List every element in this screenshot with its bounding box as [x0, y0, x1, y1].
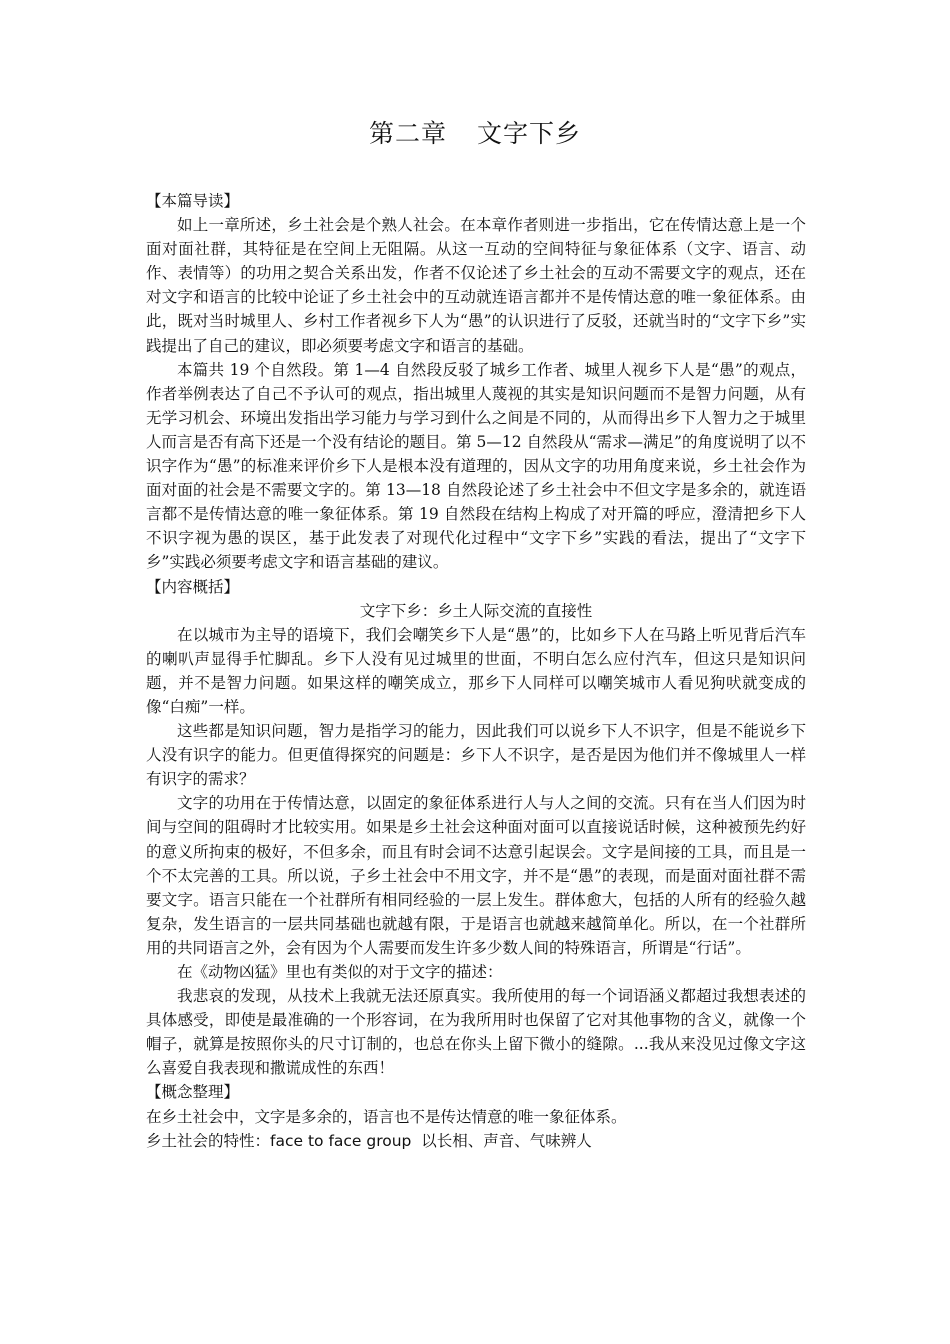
chapter-number: 第二章 [368, 119, 447, 148]
concept-heading: 【概念整理】 [146, 1083, 240, 1102]
document-body [146, 189, 806, 1153]
guide-paragraph-2: 本篇共 19 个自然段。第 1—4 自然段反驳了城乡工作者、城里人视乡下人是“愚”的观点，作者举例表达了自己不予认可的观点，指出城里人蔑视的其实是知识问题而不是智力问题，从有无学习机会、环境出发指出学习能力与学习到什么之间是不同的，从而得出乡下人智力之于城里人而言是否有高下还是一个没有结论的题目。第 5—12 自然段从“需求—满足”的角度说明了以不识字作为“愚”的标准来评价乡下人是根本没有道理的，因从文字的功用角度来说，乡土社会作为面对面的社会是不需要文字的。第 13—18 自然段论述了乡土社会中不但文字是多余的，就连语言都不是传情达意的唯一象征体系。第 19 自然段在结构上构成了对开篇的呼应，澄清把乡下人不识字视为愚的误区，基于此发表了对现代化过程中“文字下乡”实践的看法，提出了“文字下乡”实践必须要考虑文字和语言基础的建议。 [146, 360, 806, 572]
concept-paragraph-1: 在乡土社会中，文字是多余的，语言也不是传达情意的唯一象征体系。 [146, 1107, 627, 1126]
summary-heading: 【内容概括】 [146, 577, 240, 596]
summary-paragraph-4: 在《动物凶猛》里也有类似的对于文字的描述： [177, 963, 503, 981]
summary-subtitle: 文字下乡：乡土人际交流的直接性 [359, 601, 593, 620]
concept-paragraph-2 [146, 1129, 806, 1153]
quote-paragraph: 我悲哀的发现，从技术上我就无法还原真实。我所使用的每一个词语涵义都超过我想表述的具体感受，即使是最准确的一个形容词，在为我所用时也保留了它对其他事物的含义，就像一个帽子，就算是按照你头的尺寸订制的，也总在你头上留下微小的缝隙。...我从来没见过像文字这么喜爱自我表现和撒谎成性的东西！ [146, 987, 806, 1078]
guide-paragraph-1: 如上一章所述，乡土社会是个熟人社会。在本章作者则进一步指出，它在传情达意上是一个面对面社群，其特征是在空间上无阻隔。从这一互动的空间特征与象征体系（文字、语言、动作、表情等）的功用之契合关系出发，作者不仅论述了乡土社会的互动不需要文字的观点，还在对文字和语言的比较中论证了乡土社会中的互动就连语言都并不是传情达意的唯一象征体系。由此，既对当时城里人、乡村工作者视乡下人为“愚”的认识进行了反驳，还就当时的“文字下乡”实践提出了自己的建议，即必须要考虑文字和语言的基础。 [146, 216, 806, 355]
concept-description: 以长相、声音、气味辨人 [421, 1131, 592, 1150]
summary-paragraph-3: 文字的功用在于传情达意，以固定的象征体系进行人与人之间的交流。只有在当人们因为时间与空间的阻碍时才比较实用。如果是乡土社会这种面对面可以直接说话时候，这种被预先约好的意义所拘束的极好，不但多余，而且有时会词不达意引起误会。文字是间接的工具，而且是一个不太完善的工具。所以说，子乡土社会中不用文字，并不是“愚”的表现，而是面对面社群不需要文字。语言只能在一个社群所有相同经验的一层上发生。群体愈大，包括的人所有的经验久越复杂，发生语言的一层共同基础也就越有限，于是语言也就越来越简单化。所以，在一个社群所用的共同语言之外，会有因为个人需要而发生许多少数人间的特殊语言，所谓是“行话”。 [146, 794, 806, 957]
summary-paragraph-2: 这些都是知识问题，智力是指学习的能力，因此我们可以说乡下人不识字，但是不能说乡下人没有识字的能力。但更值得探究的问题是：乡下人不识字，是否是因为他们并不像城里人一样有识字的需求？ [146, 722, 806, 789]
concept-label: 乡土社会的特性： [146, 1131, 271, 1150]
chapter-name: 文字下乡 [477, 119, 582, 148]
chapter-title [0, 118, 950, 150]
concept-term: face to face group [270, 1131, 412, 1150]
summary-paragraph-1: 在以城市为主导的语境下，我们会嘲笑乡下人是“愚”的，比如乡下人在马路上听见背后汽车的喇叭声显得手忙脚乱。乡下人没有见过城里的世面，不明白怎么应付汽车，但这只是知识问题，并不是智力问题。如果这样的嘲笑成立，那乡下人同样可以嘲笑城市人看见狗吠就变成的像“白痴”一样。 [146, 625, 806, 716]
guide-heading: 【本篇导读】 [146, 192, 240, 210]
